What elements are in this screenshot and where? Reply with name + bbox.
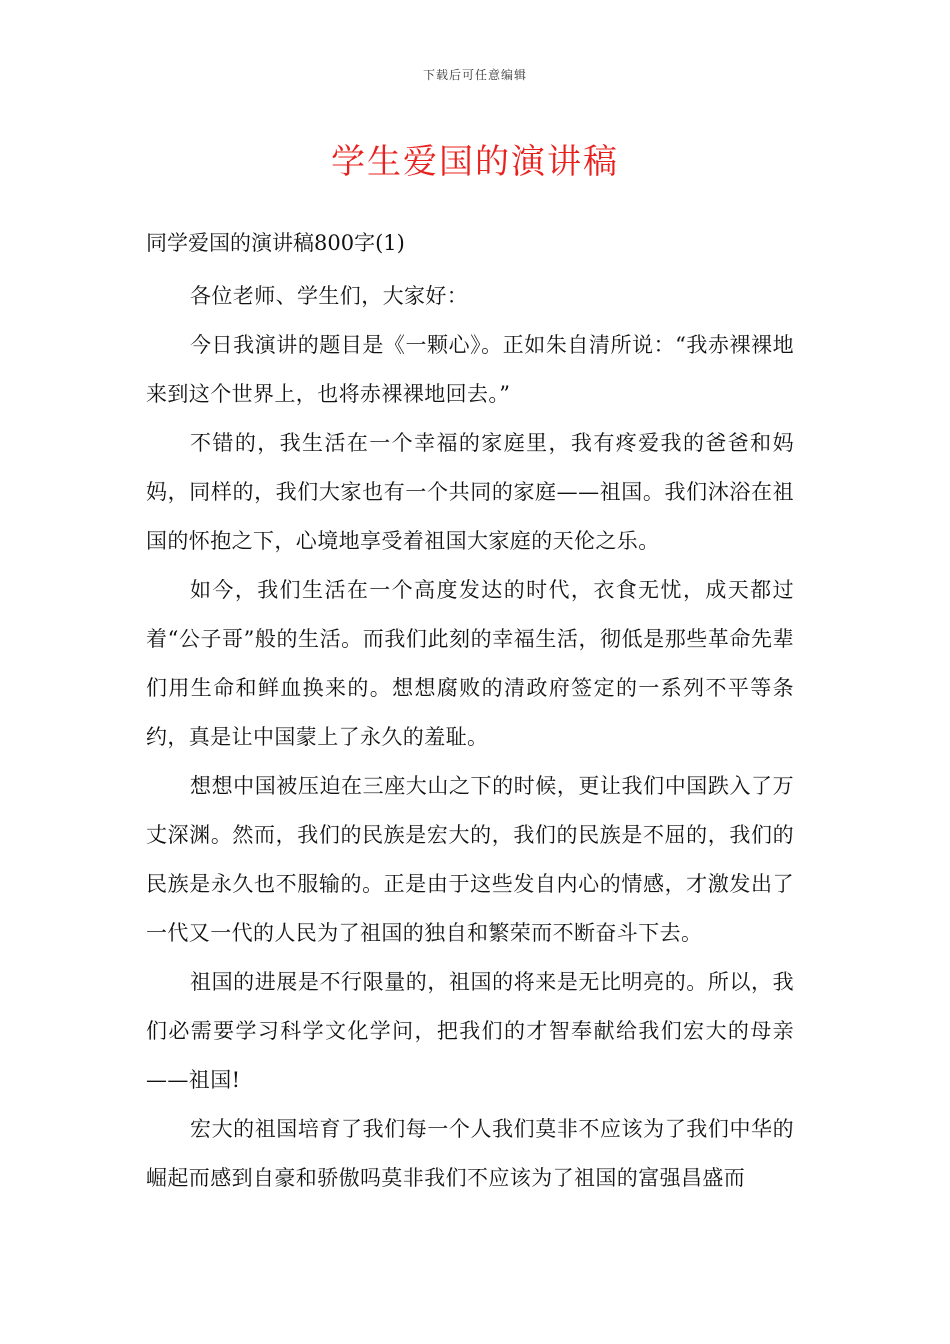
- paragraph: 祖国的进展是不行限量的，祖国的将来是无比明亮的。所以，我们必需要学习科学文化学问，把我们的才智奉献给我们宏大的母亲——祖国!: [146, 970, 794, 1092]
- document-title: 学生爱国的演讲稿: [331, 142, 619, 182]
- paragraph-greeting: 各位老师、学生们，大家好：: [190, 284, 469, 308]
- paragraph: 不错的，我生活在一个幸福的家庭里，我有疼爱我的爸爸和妈妈，同样的，我们大家也有一个共同的家庭——祖国。我们沐浴在祖国的怀抱之下，心境地享受着祖国大家庭的天伦之乐。: [146, 431, 794, 553]
- document-body: [146, 224, 794, 1203]
- speech-subtitle: 同学爱国的演讲稿800字(1): [146, 231, 405, 255]
- paragraph: 宏大的祖国培育了我们每一个人我们莫非不应该为了我们中华的崛起而感到自豪和骄傲吗莫非我们不应该为了祖国的富强昌盛而: [146, 1117, 794, 1190]
- paragraph: 如今，我们生活在一个高度发达的时代，衣食无忧，成天都过着“公子哥”般的生活。而我们此刻的幸福生活，彻低是那些革命先辈们用生命和鲜血换来的。想想腐败的清政府签定的一系列不平等条约，真是让中国蒙上了永久的羞耻。: [146, 578, 794, 749]
- paragraph: 今日我演讲的题目是《一颗心》。正如朱自清所说：“我赤裸裸地来到这个世界上，也将赤裸裸地回去。”: [146, 333, 794, 406]
- paragraph: 想想中国被压迫在三座大山之下的时候，更让我们中国跌入了万丈深渊。然而，我们的民族是宏大的，我们的民族是不屈的，我们的民族是永久也不服输的。正是由于这些发自内心的情感，才激发出了一代又一代的人民为了祖国的独自和繁荣而不断奋斗下去。: [146, 774, 794, 945]
- header-note: 下载后可任意编辑: [422, 68, 527, 82]
